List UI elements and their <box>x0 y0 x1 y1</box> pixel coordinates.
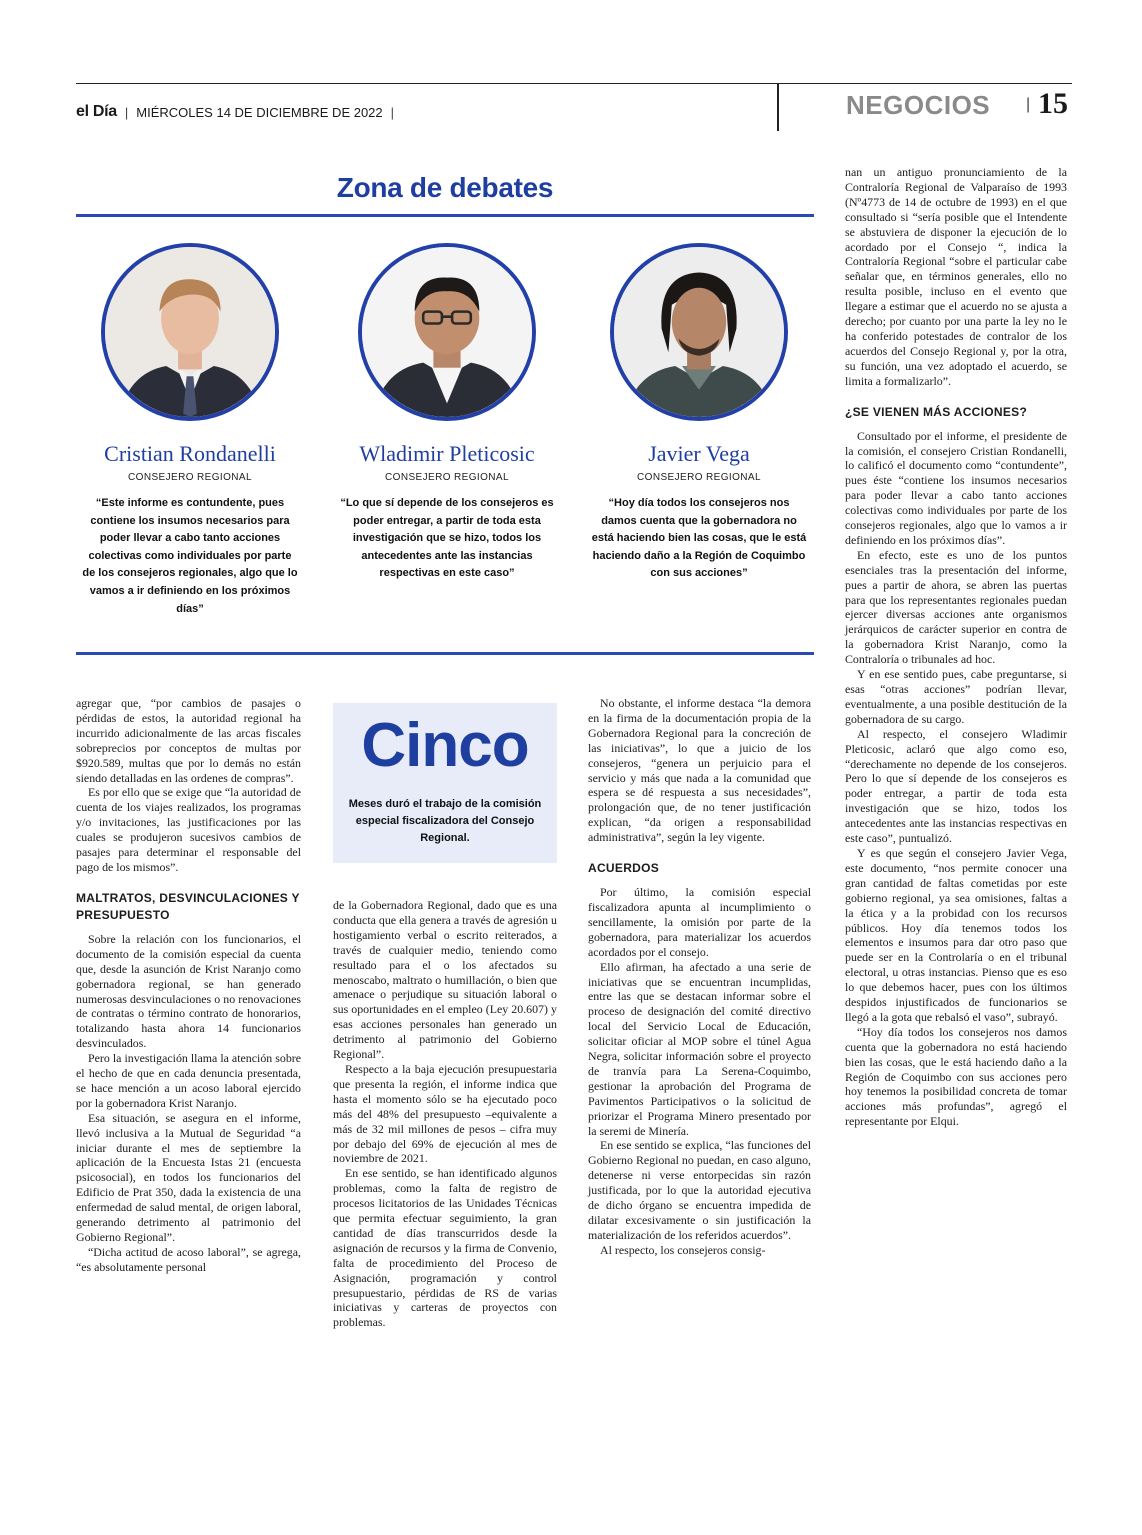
article-paragraph: Al respecto, el consejero Wladimir Pleticosic, aclaró que algo como eso, “derechamente no depende de los consejeros. Pero lo que sí depende de los consejeros es poder entregar, a partir de toda esta investigación que se hizo, todos los antecedentes ante las instancias respectivas en este caso”, puntualizó. <box>845 726 1067 846</box>
article-paragraph: Respecto a la baja ejecución presupuestaria que presenta la región, el informe indica que hasta el momento sólo se ha ejecutado poco más del 48% del presupuesto –equivalente a más de 32 mil millones de pesos – cifra muy por debajo del 69% de ejecución al mes de noviembre de 2021. <box>333 1061 557 1166</box>
profile-name: Javier Vega <box>648 441 750 466</box>
article-paragraph: de la Gobernadora Regional, dado que es una conducta que ella genera a través de agresión u hostigamiento verbal o escrito reiterados, a través de cualquier medio, teniendo como resultado para el o los afectados su menoscabo, maltrato o humillación, o bien que amenace o perjudique su situación laboral o sus oportunidades en el empleo (Ley 20.607) y esas acciones personales han generado un detrimento al patrimonio del Gobierno Regional”. <box>333 898 557 1062</box>
article-paragraph: En ese sentido se explica, “las funciones del Gobierno Regional no puedan, en caso alguno, detenerse ni verse entorpecidas sin razón justificada, por lo que la autoridad ejecutiva de dicho órgano se encuentra impedida de dilatar excesivamente o sin justificación la materialización de los referidos acuerdos”. <box>588 1138 811 1242</box>
profile-role: CONSEJERO REGIONAL <box>128 472 252 483</box>
header-top-rule <box>76 83 1072 84</box>
callout-box <box>333 703 557 863</box>
article-paragraph: Al respecto, los consejeros consig- <box>600 1242 766 1257</box>
profile-role: CONSEJERO REGIONAL <box>385 472 509 483</box>
article-paragraph: En efecto, este es uno de los puntos esenciales tras la presentación del informe, pues a partir de ahora, se abren las puertas para que los representantes regionales puedan ejercer diversas acciones ante organismos jerárquicos de carácter superior en contra de la gobernadora Krist Naranjo, como la Contraloría o tribunales ad hoc. <box>845 547 1067 667</box>
article-paragraph: No obstante, el informe destaca “la demora en la firma de la documentación propia de la Gobernadora Regional para la concreción de las iniciativas”, lo que a juicio de los consejeros, “genera un perjuicio para el servicio y más que nada a la comunidad que espera se dé respuesta a sus necesidades”, prolongación que, de no tener justificación explican, “da origen a responsabilidad administrativa”, según la ley vigente. <box>588 696 811 845</box>
newspaper-logo: el Día <box>76 103 117 120</box>
issue-date: MIÉRCOLES 14 DE DICIEMBRE DE 2022 <box>136 104 383 120</box>
subheading-maltratos: MALTRATOS, DESVINCULACIONES Y PRESUPUESTO <box>76 890 300 922</box>
section-title: Zona de debates <box>336 172 554 203</box>
masthead-separator: | <box>124 104 129 120</box>
page-number: 15 <box>1038 87 1068 120</box>
subheading-acciones: ¿SE VIENEN MÁS ACCIONES? <box>845 404 1028 419</box>
profile-quote: “Este informe es contundente, pues contiene los insumos necesarios para poder llevar a cabo tanto acciones colectivas como individuales por parte de los consejeros regionales, algo que lo vamos a ir definiendo en los próximos días” <box>82 497 298 615</box>
article-paragraph: “Hoy día todos los consejeros nos damos cuenta que la gobernadora no está haciendo bien las cosas, que le está haciendo daño a la Región de Coquimbo con sus acciones pero hoy tenemos la posibilidad concreta de tomar acciones más profundas”, agregó el representante por Elqui. <box>845 1024 1067 1129</box>
section-name: NEGOCIOS <box>846 90 991 120</box>
article-paragraph: Y en ese sentido pues, cabe preguntarse, si esas “otras acciones” podrían llevar, eventualmente, a una posible destitución de la gobernadora de su cargo. <box>845 667 1067 726</box>
profile-role: CONSEJERO REGIONAL <box>637 472 761 483</box>
portrait-pleticosic-icon <box>362 247 532 417</box>
article-paragraph: En ese sentido, se han identificado algunos problemas, como la falta de registro de procesos licitatorios de las Unidades Técnicas que permita efectuar seguimiento, la gran cantidad de días transcurridos desde la asignación de recursos y la firma de Convenio, falta de procedimiento del Proceso de Asignación, programación y control presupuestario, pérdidas de RS de varias iniciativas y carteras de proyectos con problemas. <box>333 1166 557 1330</box>
profile-name: Cristian Rondanelli <box>104 441 276 466</box>
masthead <box>76 103 402 121</box>
article-paragraph: agregar que, “por cambios de pasajes o pérdidas de estos, la autoridad regional ha incurrido adicionalmente de las arcas fiscales sobreprecios por conceptos de multas por $920.589, multas que por lo demás no están siendo detalladas en las ordenes de compras”. <box>76 696 301 785</box>
article-paragraph: Ello afirman, ha afectado a una serie de iniciativas que se encuentran incumplidas, entre las que se destacan informar sobre el proceso de designación del comité directivo local del Servicio Local de Educación, solicitar oficiar al MOP sobre el túnel Agua Negra, solicitar información sobre el proyecto de tranvía para La Serena-Coquimbo, gestionar la aprobación del Programa de Pavimentos Participativos o la solicitud de priorizar el Programa Minero presentado por la seremi de Minería. <box>588 959 811 1138</box>
callout-text: Meses duró el trabajo de la comisión especial fiscalizadora del Consejo Regional. <box>348 798 542 844</box>
article-paragraph: nan un antiguo pronunciamiento de la Contraloría Regional de Valparaíso de 1993 (Nº4773 de 14 de octubre de 1993) en el que consultado si “sería posible que el Intendente se abstuviera de disponer la ejecución de lo acordado por el Consejo “, indica la Contraloría Regional “sobre el particular cabe señalar que, en términos generales, ello no resulta posible, incluso en el evento que llegare a estimar que el acuerdo no se ajusta a derecho; por cuanto por una parte la ley no le ha conferido potestades de contralor de los acuerdos del Consejo Regional y, por la otra, su función, una vez adoptado el acuerdo, se limita a formalizarlo”. <box>845 165 1067 388</box>
portrait-vega-icon <box>614 247 784 417</box>
profiles-bottom-rule <box>76 652 814 655</box>
article-paragraph: Consultado por el informe, el presidente de la comisión, el consejero Cristian Rondanelli, lo calificó el documento como “contundente”, pues éste “contiene los insumos necesarios para poder llevar a cabo tanto acciones colectivas como individuales por parte de los consejeros regionales, algo que lo vamos a ir definiendo en los próximos días”. <box>845 428 1067 547</box>
profile-card-rondanelli <box>67 243 313 618</box>
page-separator: | <box>1026 96 1031 113</box>
avatar-rondanelli <box>101 243 279 421</box>
title-rule <box>76 214 814 217</box>
profile-card-pleticosic <box>324 243 570 583</box>
article-paragraph: Por último, la comisión especial fiscalizadora apunta al incumplimiento o sencillamente, la omisión por parte de la gobernadora, para materializar los acuerdos acordados por el consejo. <box>588 885 811 959</box>
article-column-4 <box>845 165 1067 1129</box>
avatar-pleticosic <box>358 243 536 421</box>
profile-name: Wladimir Pleticosic <box>359 441 535 466</box>
masthead-separator-2: | <box>390 104 395 120</box>
article-paragraph: Esa situación, se asegura en el informe, llevó inclusiva a la Mutual de Seguridad “a iniciar durante el mes de septiembre la aplicación de la Encuesta Istas 21 (encuesta psicosocial), en todos los funcionarios del Edificio de Prat 350, dada la existencia de una enfermedad de salud mental, de origen laboral, generando detrimento al patrimonio del Gobierno Regional”. <box>76 1110 301 1244</box>
article-paragraph: Sobre la relación con los funcionarios, el documento de la comisión especial da cuenta que, desde la asunción de Krist Naranjo como gobernadora regional, se han generado numerosas desvinculaciones o no renovaciones de contratas o término contrato de honorarios, totalizando hasta ahora 14 funcionarios desvinculados. <box>76 931 301 1051</box>
article-paragraph: Pero la investigación llama la atención sobre el hecho de que en cada denuncia presentada, se hace mención a un acoso laboral ejercido por la gobernadora Krist Naranjo. <box>76 1051 301 1110</box>
header-divider <box>777 83 779 131</box>
article-paragraph: “Dicha actitud de acoso laboral”, se agrega, “es absolutamente personal <box>76 1244 301 1274</box>
subheading-acuerdos: ACUERDOS <box>588 861 660 876</box>
article-column-2 <box>333 898 557 1330</box>
callout-word: Cinco <box>361 711 529 780</box>
profile-quote: “Lo que sí depende de los consejeros es poder entregar, a partir de toda esta investigación que se hizo, todos los antecedentes ante las instancias respectivas en este caso” <box>340 497 554 580</box>
profile-quote: “Hoy día todos los consejeros nos damos cuenta que la gobernadora no está haciendo bien las cosas, que le está haciendo daño a la Región de Coquimbo con sus acciones” <box>591 497 807 580</box>
article-column-1 <box>76 696 301 1275</box>
article-paragraph: Y es que según el consejero Javier Vega, este documento, “nos permite conocer una gran cantidad de faltas cometidas por este gobierno regional, ya sea omisiones, faltas a la ética y a la probidad con los recursos públicos. Hoy día tenemos todos los elementos e insumos para dar otro paso que puede ser en la Controlaría o en el tribunal electoral, u otras instancias. Pienso que es eso lo que debemos hacer, pues con los últimos despidos injustificados de funcionarios se llegó a la gota que rebalsó el vaso”, subrayó. <box>845 845 1067 1024</box>
profile-card-vega <box>576 243 822 583</box>
article-column-3 <box>588 696 811 1258</box>
avatar-vega <box>610 243 788 421</box>
article-paragraph: Es por ello que se exige que “la autoridad de cuenta de los viajes realizados, los programas y/o invitaciones, las justificaciones por las cuales se produjeron sucesivos cambios de pasajes para determinar el responsable del pago de los mismos”. <box>76 785 301 874</box>
portrait-rondanelli-icon <box>105 247 275 417</box>
